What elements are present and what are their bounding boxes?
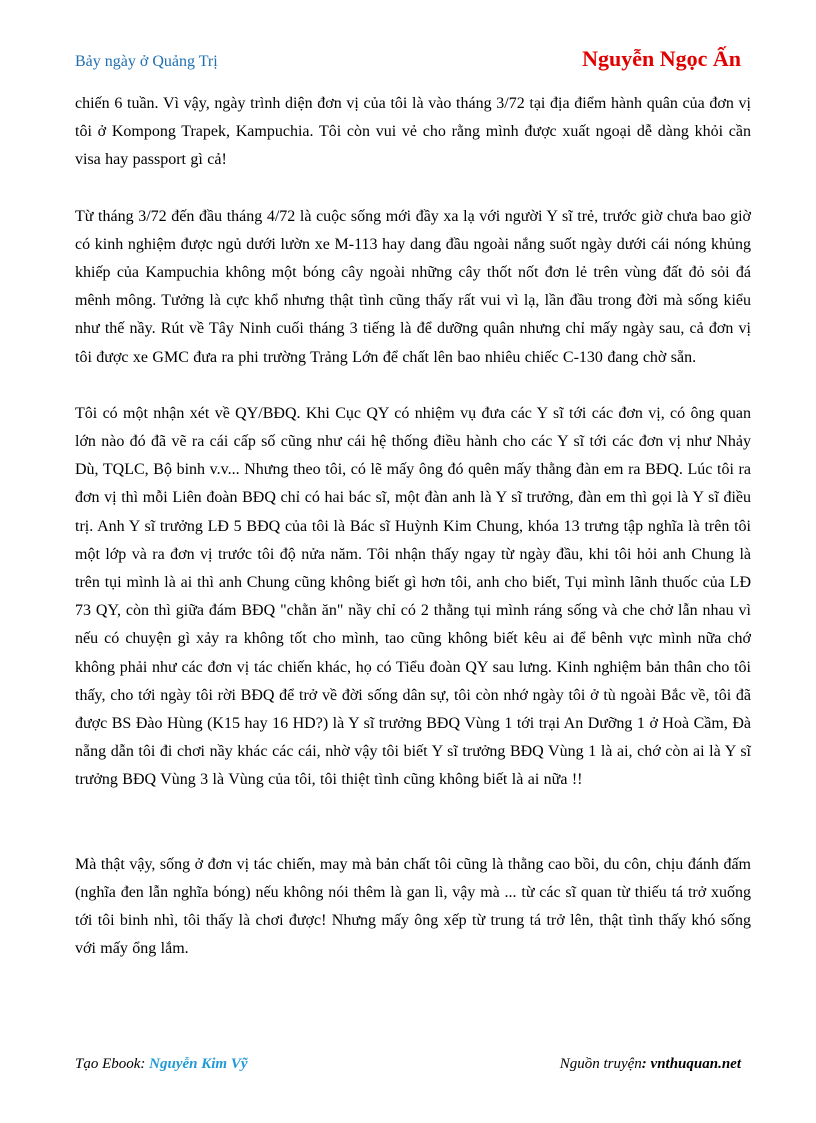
ebook-credit: Tạo Ebook: Nguyễn Kim Vỹ [75,1056,248,1072]
page-body [75,90,751,963]
paragraph: Tôi có một nhận xét về QY/BĐQ. Khi Cục QY có nhiệm vụ đưa các Y sĩ tới các đơn vị, có ông quan lớn nào đó đã vẽ ra cái cấp số cũng như cái hệ thống điều hành cho các Y sĩ tới các đơn vị như Nhảy Dù, TQLC, Bộ binh v.v... Nhưng theo tôi, có lẽ mấy ông đó quên mấy thằng đàn em ra BĐQ. Lúc tôi ra đơn vị thì mỗi Liên đoàn BĐQ chỉ có hai bác sĩ, một đàn anh là Y sĩ trưởng, đàn em thì gọi là Y sĩ điều trị. Anh Y sĩ trưởng LĐ 5 BĐQ của tôi là Bác sĩ Huỳnh Kim Chung, khóa 13 trưng tập nghĩa là trên tôi một lớp và ra đơn vị trước tôi độ nửa năm. Tôi nhận thấy ngay từ ngày đầu, khi tôi hỏi anh Chung là trên tụi mình là ai thì anh Chung cũng không biết gì hơn tôi, anh cho biết, Tụi mình lãnh thuốc của LĐ 73 QY, còn thì giữa đám BĐQ "chằn ăn" nầy chỉ có 2 thằng tụi mình ráng sống và che chở lẫn nhau vì nếu có chuyện gì xảy ra không tốt cho mình, tao cũng không biết kêu ai để bênh vực mình nữa chớ không phải như các đơn vị tác chiến khác, họ có Tiểu đoàn QY sau lưng. Kinh nghiệm bản thân cho tôi thấy, cho tới ngày tôi rời BĐQ để trở về đời sống dân sự, tôi còn nhớ ngày tôi ở tù ngoài Bắc về, tôi đã được BS Đào Hùng (K15 hay 16 HD?) là Y sĩ trưởng BĐQ Vùng 1 tới trại An Dưỡng 1 ở Hoà Cầm, Đà nẵng dẫn tôi đi chơi nầy khác các cái, nhờ vậy tôi biết Y sĩ trưởng BĐQ Vùng 1 là ai, chớ còn ai là Y sĩ trưởng BĐQ Vùng 3 là Vùng của tôi, tôi thiệt tình cũng không biết là ai nữa !! [75,404,751,789]
author-name: Nguyễn Ngọc Ấn [582,46,741,71]
page-header [75,46,741,80]
page-footer [75,1056,741,1076]
source-label: Nguồn truyện [559,1056,642,1072]
source-credit: Nguồn truyện: vnthuquan.net [559,1056,741,1072]
book-title: Bảy ngày ở Quảng Trị [75,53,218,70]
paragraph: Mà thật vậy, sống ở đơn vị tác chiến, may mà bản chất tôi cũng là thằng cao bồi, du côn, chịu đánh đấm (nghĩa đen lẫn nghĩa bóng) nếu không nói thêm là gan lì, vậy mà ... từ các sĩ quan từ thiếu tá trở xuống tới tôi binh nhì, tôi thấy là chơi được! Nhưng mấy ông xếp từ trung tá trở lên, thật tình thấy khó sống với mấy ổng lắm. [75,855,751,958]
ebook-label: Tạo Ebook [75,1056,141,1072]
paragraph: chiến 6 tuần. Vì vậy, ngày trình diện đơn vị của tôi là vào tháng 3/72 tại địa điểm hành quân của đơn vị tôi ở Kompong Trapek, Kampuchia. Tôi còn vui vẻ cho rằng mình được xuất ngoại dễ dàng khỏi cần visa hay passport gì cả! [75,95,751,169]
ebook-creator-name: Nguyễn Kim Vỹ [149,1056,248,1072]
paragraph: Từ tháng 3/72 đến đầu tháng 4/72 là cuộc sống mới đầy xa lạ với người Y sĩ trẻ, trước giờ chưa bao giờ có kinh nghiệm được ngủ dưới lườn xe M-113 hay dang đầu ngoài nắng suốt ngày dưới cái nóng khủng khiếp của Kampuchia không một bóng cây ngoài những cây thốt nốt đơn lẻ trên vùng đất đỏ sỏi đá mênh mông. Tưởng là cực khổ nhưng thật tình cũng thấy rất vui vì lạ, lần đầu trong đời mà sống kiểu như thế nầy. Rút về Tây Ninh cuối tháng 3 tiếng là để dưỡng quân nhưng chỉ mấy ngày sau, cả đơn vị tôi được xe GMC đưa ra phi trường Trảng Lớn để chất lên bao nhiêu chiếc C-130 đang chờ sẵn. [75,207,751,366]
source-site: vnthuquan.net [650,1056,741,1072]
